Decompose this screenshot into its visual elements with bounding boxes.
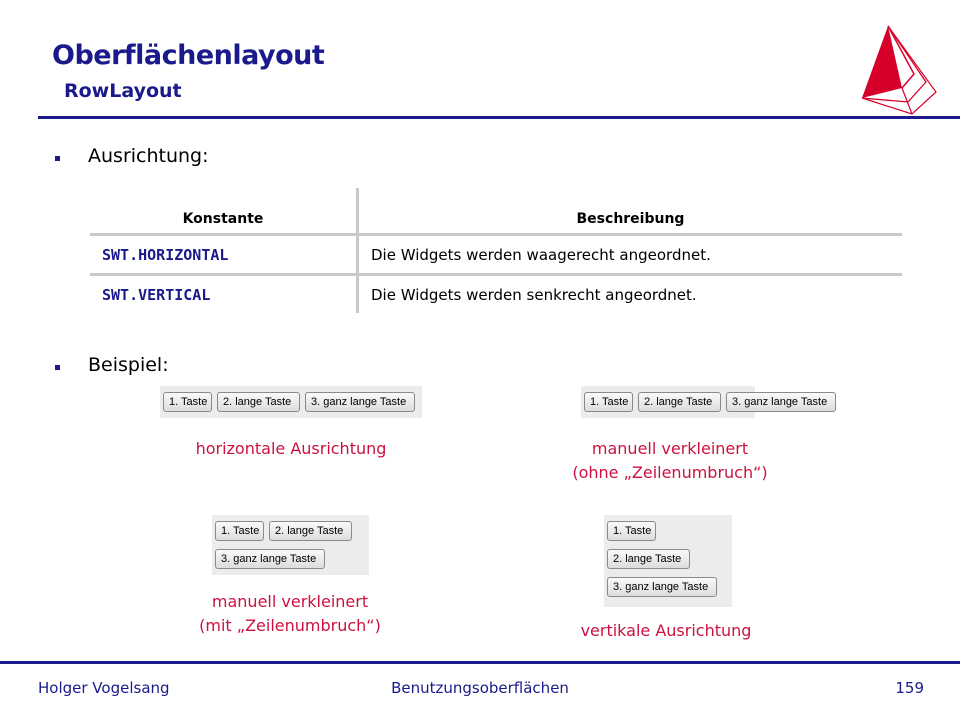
constants-table (90, 188, 902, 313)
footer-course: Benutzungsoberflächen (391, 679, 569, 697)
example-horizontal-window (160, 386, 422, 418)
example-vertical-window (604, 515, 732, 607)
example-button-2[interactable]: 2. lange Taste (217, 392, 300, 412)
example-button-1[interactable]: 1. Taste (215, 521, 264, 541)
caption-vertical: vertikale Ausrichtung (580, 621, 752, 640)
example-shrunk-no-wrap-window (581, 386, 828, 418)
example-button-3[interactable]: 3. ganz lange Taste (215, 549, 325, 569)
bullet-example: Beispiel: (88, 354, 169, 376)
constant-name: SWT.VERTICAL (102, 285, 211, 304)
bullet-icon (55, 365, 60, 370)
page-number: 159 (895, 679, 924, 697)
example-button-1[interactable]: 1. Taste (607, 521, 656, 541)
slide-title: Oberflächenlayout (52, 40, 325, 71)
example-button-2[interactable]: 2. lange Taste (638, 392, 721, 412)
table-row (90, 235, 902, 275)
example-shrunk-wrap-window (212, 515, 369, 575)
caption-shrunk-wrap-1: manuell verkleinert (211, 592, 369, 611)
example-button-3[interactable]: 3. ganz lange Taste (305, 392, 415, 412)
constant-name: SWT.HORIZONTAL (102, 245, 229, 264)
example-button-2[interactable]: 2. lange Taste (269, 521, 352, 541)
example-button-3[interactable]: 3. ganz lange Taste (607, 577, 717, 597)
example-button-2[interactable]: 2. lange Taste (607, 549, 690, 569)
constant-description: Die Widgets werden waagerecht angeordnet. (358, 235, 903, 275)
slide-subtitle: RowLayout (64, 80, 182, 102)
caption-shrunk-no-wrap-2: (ohne „Zeilenumbruch“) (572, 463, 768, 482)
example-button-1[interactable]: 1. Taste (584, 392, 633, 412)
caption-horizontal: horizontale Ausrichtung (195, 439, 387, 458)
sail-logo-icon (850, 22, 940, 118)
bullet-alignment: Ausrichtung: (88, 145, 209, 167)
caption-shrunk-wrap-2: (mit „Zeilenumbruch“) (199, 616, 381, 635)
example-button-1[interactable]: 1. Taste (163, 392, 212, 412)
header-divider (38, 116, 960, 119)
table-header-constant: Konstante (90, 188, 358, 235)
constant-description: Die Widgets werden senkrecht angeordnet. (371, 285, 697, 304)
table-header-description: Beschreibung (358, 188, 903, 235)
caption-shrunk-no-wrap-1: manuell verkleinert (591, 439, 749, 458)
example-button-3[interactable]: 3. ganz lange Taste (726, 392, 836, 412)
footer-author: Holger Vogelsang (38, 679, 170, 697)
bullet-icon (55, 156, 60, 161)
table-row (90, 275, 902, 314)
footer-divider (0, 661, 960, 664)
